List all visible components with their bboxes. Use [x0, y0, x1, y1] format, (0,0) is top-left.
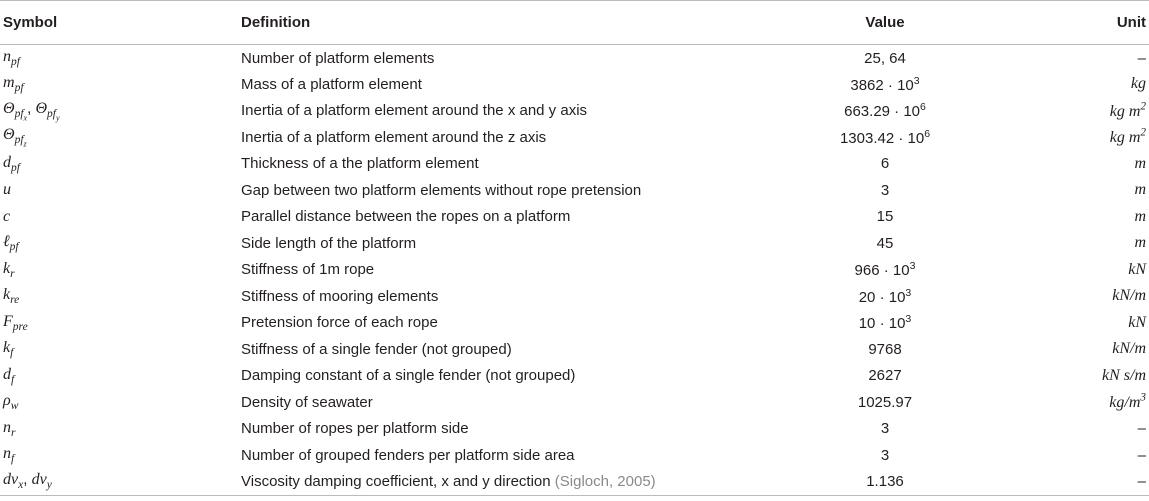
definition-text: Stiffness of a single fender (not grouped) — [241, 340, 512, 358]
unit-cell: $kg/m^3$ — [1109, 392, 1146, 412]
table-row — [0, 416, 1149, 443]
value-cell: 1025.97 — [857, 393, 913, 411]
header-definition: Definition — [241, 1, 723, 45]
definition-text: Density of seawater — [241, 393, 373, 411]
symbol-cell: $\Theta_{pf_x}$, $\Theta_{pf_y}$ — [3, 99, 60, 122]
definition-cell — [241, 336, 723, 363]
definition-text: Gap between two platform elements without rope pretension — [241, 181, 642, 199]
table-row — [0, 283, 1149, 310]
unit-cell: kg — [1130, 75, 1146, 93]
definition-cell — [241, 389, 723, 416]
value-cell: 3 — [880, 181, 890, 199]
definition-cell — [241, 177, 723, 204]
header-row — [0, 1, 1149, 45]
definition-text: Thickness of a the platform element — [241, 155, 479, 173]
table-row — [0, 177, 1149, 204]
definition-cell — [241, 416, 723, 443]
symbol-cell: $\Theta_{pf_z}$ — [3, 126, 27, 149]
value-cell: $20 \cdot 10^3$ — [858, 286, 912, 306]
symbol-cell: $n_f$ — [3, 445, 15, 466]
table-row — [0, 204, 1149, 231]
header-unit: Unit — [1047, 1, 1149, 45]
definition-cell — [241, 204, 723, 231]
symbol-cell: $dv_x$, $dv_y$ — [0, 469, 241, 496]
definition-text: Number of platform elements — [241, 49, 435, 67]
definition-cell — [241, 98, 723, 125]
definition-cell — [241, 442, 723, 469]
unit-cell: kN/m — [1112, 340, 1146, 358]
definition-cell — [241, 310, 723, 337]
value-cell: $1303.42 \cdot 10^6$ — [839, 127, 931, 147]
symbol-cell: $\rho_w$ — [3, 392, 19, 413]
symbol-cell: $k_r$ — [3, 259, 15, 280]
symbol-cell: $d_f$ — [3, 365, 15, 386]
value-cell: $966 \cdot 10^3$ — [854, 260, 916, 280]
definition-cell — [241, 363, 723, 390]
table-row — [0, 257, 1149, 284]
value-cell: 9768 — [868, 340, 902, 358]
symbol-cell: $k_{re}$ — [3, 286, 20, 307]
unit-cell: kN s/m — [1102, 366, 1146, 384]
symbol-cell: ℓ$_{pf}$ — [3, 233, 19, 254]
value-cell: $10 \cdot 10^3$ — [858, 313, 912, 333]
unit-cell: – — [1047, 469, 1149, 496]
unit-cell: kg $m^2$ — [1109, 127, 1146, 147]
table-row — [0, 45, 1149, 72]
citation-link[interactable]: (Sigloch, 2005) — [554, 473, 656, 490]
definition-text: Viscosity damping coefficient, x and y direction — [241, 473, 551, 490]
definition-cell — [241, 71, 723, 98]
unit-cell: kN — [1128, 260, 1146, 278]
unit-cell: kN/m — [1112, 287, 1146, 305]
table-row — [0, 151, 1149, 178]
definition-text: Number of ropes per platform side — [241, 420, 469, 438]
definition-text: Stiffness of mooring elements — [241, 287, 439, 305]
definition-text: Parallel distance between the ropes on a platform — [241, 208, 571, 226]
definition-cell — [241, 257, 723, 284]
value-cell: 15 — [876, 208, 894, 226]
symbol-cell: $d_{pf}$ — [3, 153, 20, 174]
definition-cell — [241, 151, 723, 178]
symbol-cell: u — [3, 181, 11, 199]
table-row — [0, 442, 1149, 469]
definition-cell — [241, 230, 723, 257]
header-value: Value — [723, 1, 1047, 45]
value-cell: $663.29 \cdot 10^6$ — [844, 101, 926, 121]
definition-text: Inertia of a platform element around the z axis — [241, 128, 547, 146]
definition-text: Stiffness of 1m rope — [241, 261, 375, 279]
value-cell: 2627 — [868, 367, 902, 385]
table-row — [0, 124, 1149, 151]
table-row — [0, 336, 1149, 363]
definition-text: Inertia of a platform element around the x and y axis — [241, 102, 588, 120]
value-cell: 1.136 — [723, 469, 1047, 496]
definition-cell — [241, 45, 723, 72]
symbol-cell: $n_r$ — [3, 418, 16, 439]
table-row — [0, 310, 1149, 337]
unit-cell: m — [1134, 181, 1146, 199]
symbol-cell: $n_{pf}$ — [3, 47, 20, 69]
definition-cell — [241, 124, 723, 151]
unit-cell: kg $m^2$ — [1109, 100, 1146, 120]
unit-cell: kN — [1128, 313, 1146, 331]
definition-text: Mass of a platform element — [241, 75, 422, 93]
definition-cell — [241, 469, 723, 496]
unit-cell: m — [1134, 234, 1146, 252]
symbol-cell: $F_{pre}$ — [3, 312, 28, 333]
unit-cell: – — [1137, 446, 1146, 464]
table-row — [0, 98, 1149, 125]
value-cell: 3 — [880, 420, 890, 438]
value-cell: 45 — [876, 234, 894, 252]
table-row — [0, 230, 1149, 257]
definition-text: Number of grouped fenders per platform side area — [241, 446, 575, 464]
definition-text: Pretension force of each rope — [241, 314, 438, 332]
definition-cell — [241, 283, 723, 310]
table-row — [0, 71, 1149, 98]
definition-text: Damping constant of a single fender (not grouped) — [241, 367, 576, 385]
definition-text: Side length of the platform — [241, 234, 417, 252]
symbol-cell: $k_f$ — [3, 339, 14, 360]
value-cell: 6 — [880, 155, 890, 173]
unit-cell: m — [1134, 207, 1146, 225]
unit-cell: – — [1137, 420, 1146, 438]
unit-cell: m — [1134, 154, 1146, 172]
unit-cell: – — [1137, 49, 1146, 67]
value-cell: 3 — [880, 446, 890, 464]
value-cell: $3862 \cdot 10^3$ — [850, 74, 920, 94]
header-symbol: Symbol — [0, 1, 241, 45]
table-body — [0, 45, 1149, 496]
value-cell: 25, 64 — [864, 49, 906, 67]
symbol-cell: $m_{pf}$ — [3, 74, 24, 95]
table-row — [0, 469, 1149, 496]
symbol-cell: c — [3, 207, 11, 225]
table-row — [0, 363, 1149, 390]
table-row — [0, 389, 1149, 416]
